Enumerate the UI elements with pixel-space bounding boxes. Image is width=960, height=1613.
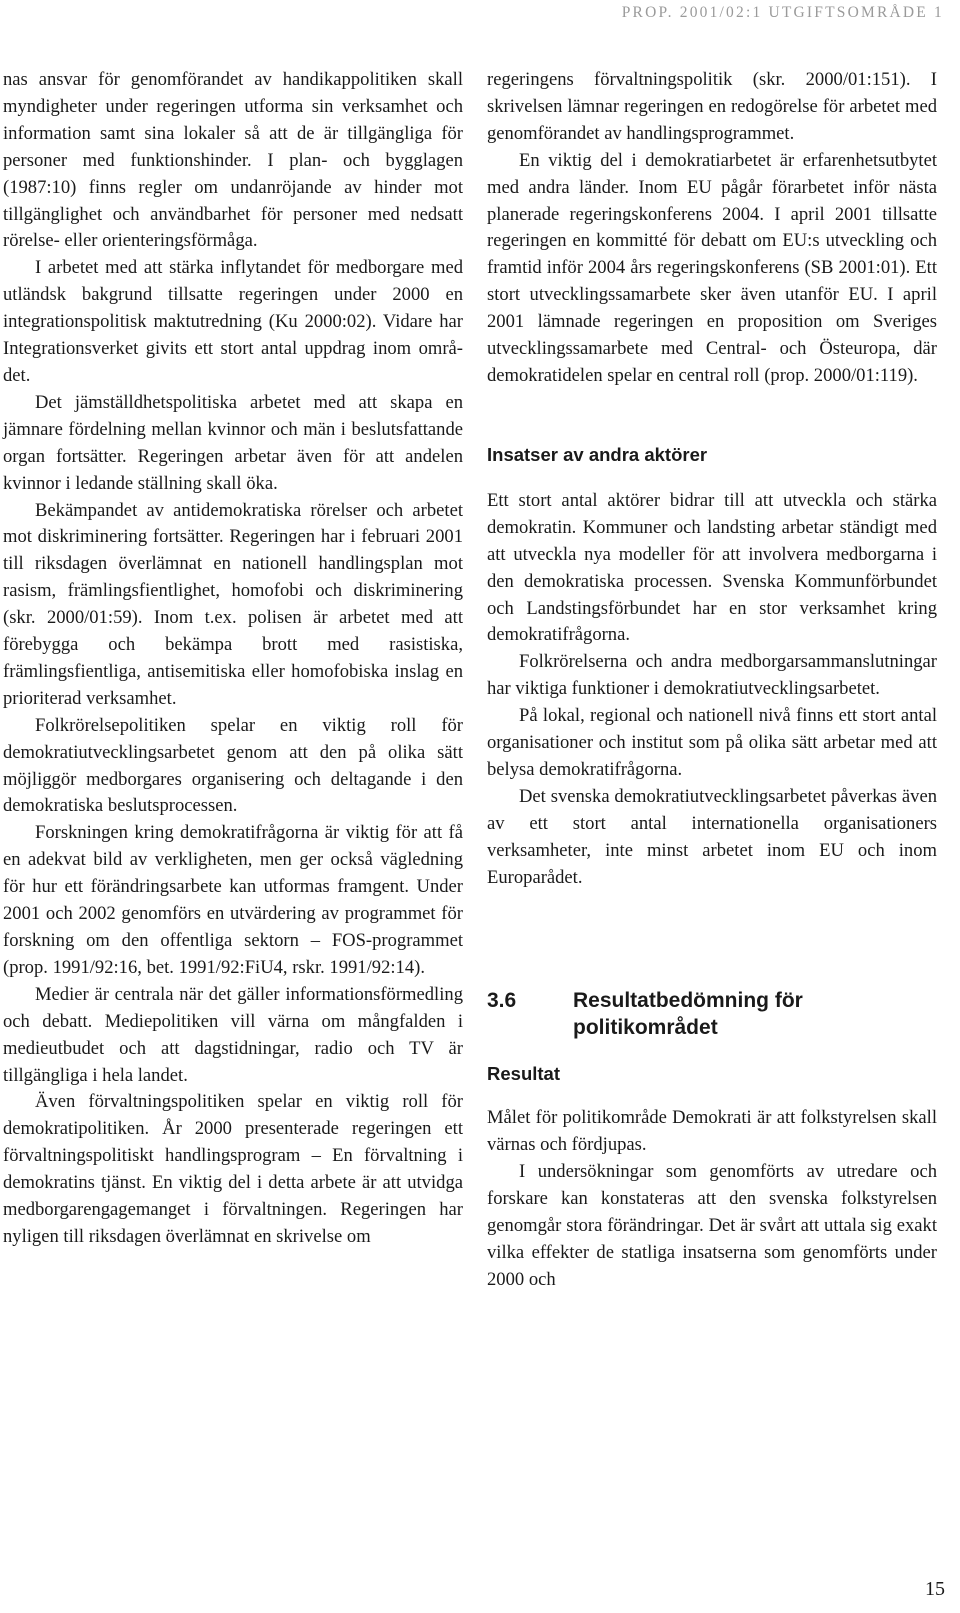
body-paragraph: Folkrörelsepolitiken spelar en viktig roll för demokratiutvecklingsarbetet genom att den på olika sätt möjliggör medborgares organisering och deltagande i den demokratiska beslutsprocessen.	[3, 714, 463, 817]
body-paragraph: Bekämpandet av antidemokratiska rörelser och arbetet mot diskriminering fortsätter. Regeringen har i februari 2001 till riksdagen överlämnat en nationell handlingsplan mot rasism, främlingsfientlighet, homofobi och diskriminering (skr. 2000/01:59). Inom t.ex. polisen är arbetet med att förebygga och bekämpa brott med rasistiska, främlingsfientliga, antisemitiska eller homofobiska inslag en prioriterad verksamhet.	[3, 499, 463, 709]
running-header: PROP. 2001/02:1 UTGIFTSOMRÅDE 1	[621, 4, 944, 21]
body-paragraph: nas ansvar för genomförandet av handikappolitiken skall myndigheter under regeringen utforma sin verksamhet och information samt sina lokaler så att de är tillgängliga för personer med funktionshinder. I plan- och bygglagen (1987:10) finns regler om undanröjande av hinder mot tillgänglighet och användbarhet för personer med nedsatt rörelse- eller orienteringsförmåga.	[3, 69, 463, 252]
subsection-heading-result: Resultat	[487, 1063, 560, 1085]
body-paragraph: Det svenska demokratiutvecklingsarbetet påverkas även av ett stort antal internationella organisationers verksamheter, inte minst arbetet inom EU och inom Europarådet.	[487, 785, 937, 888]
body-paragraph: regeringens förvaltningspolitik (skr. 2000/01:151). I skrivelsen lämnar regeringen en redogörelse för arbetet med genomförandet av handlingsprogrammet.	[487, 69, 937, 144]
subsection-heading-actors: Insatser av andra aktörer	[487, 443, 708, 465]
body-paragraph: Forskningen kring demokratifrågorna är viktig för att få en adekvat bild av verkligheten, men ger också vägledning för hur ett förändringsarbete kan utformas framgent. Under 2001 och 2002 genomförs en utvärdering av programmet för forskning om den offentliga sektorn – FOS-programmet (prop. 1991/92:16, bet. 1991/92:FiU4, rskr. 1991/92:14).	[3, 822, 463, 978]
body-paragraph: Det jämställdhetspolitiska arbetet med att skapa en jämnare fördelning mellan kvinnor och män i beslutsfattande organ fortsätter. Regeringen arbetar även för att andelen kvinnor i ledande ställning skall öka.	[3, 391, 463, 494]
body-paragraph: Medier är centrala när det gäller informationsförmedling och debatt. Mediepolitiken vill värna om mångfalden i medieutbudet och att dagstidningar, radio och TV är tillgängliga i hela landet.	[3, 983, 463, 1086]
section-number: 3.6	[487, 989, 517, 1013]
right-column	[487, 67, 937, 1294]
body-paragraph: En viktig del i demokratiarbetet är erfarenhetsutbytet med andra länder. Inom EU pågår förarbetet inför nästa planerade regeringskonferens 2004. I april 2001 tillsatte regeringen en kommitté för debatt om EU:s utveckling och framtid inför 2004 års regeringskonferens (SB 2001:01). Ett stort utvecklingssamarbete sker även utanför EU. I april 2001 lämnade regeringen en proposition om Sveriges utvecklingssamarbete med Central- och Östeuropa, där demokratidelen spelar en central roll (prop. 2000/01:119).	[487, 149, 937, 386]
section-heading	[487, 987, 937, 1041]
page-number: 15	[925, 1578, 945, 1600]
body-paragraph: Ett stort antal aktörer bidrar till att utveckla och stärka demokratin. Kommuner och landsting arbetar ständigt med att utveckla nya modeller för att involvera medborgarna i den demokratiska processen. Svenska Kommunförbundet och Landstingsförbundet har en stor verksamhet kring demokratifrågorna.	[487, 489, 937, 646]
body-paragraph: Folkrörelserna och andra medborgarsammanslutningar har viktiga funktioner i demokratiutvecklingsarbetet.	[487, 651, 937, 700]
body-paragraph: Målet för politikområde Demokrati är att folkstyrelsen skall värnas och fördjupas.	[487, 1107, 937, 1156]
left-column	[3, 67, 463, 1251]
body-paragraph: På lokal, regional och nationell nivå finns ett stort antal organisationer och institut som på olika sätt arbetar med att belysa demokratifrågorna.	[487, 705, 937, 780]
body-paragraph: I arbetet med att stärka inflytandet för medborgare med utländsk bakgrund tillsatte regeringen under 2000 en integrationspolitisk maktutredning (Ku 2000:02). Vidare har Integrationsverket givits ett stort antal uppdrag inom området.	[3, 257, 463, 386]
section-title: Resultatbedömning för politikområdet	[573, 989, 803, 1040]
body-paragraph: I undersökningar som genomförts av utredare och forskare kan konstateras att den svenska folkstyrelsen genomgår stora förändringar. Det är svårt att uttala sig exakt vilka effekter de statliga insatserna som genomförts under 2000 och	[487, 1161, 937, 1290]
body-paragraph: Även förvaltningspolitiken spelar en viktig roll för demokratipolitiken. År 2000 presenterade regeringen ett förvaltningspolitiskt handlingsprogram – En förvaltning i demokratins tjänst. En viktig del i detta arbete är att utvidga medborgarengagemanget i förvaltningen. Regeringen har nyligen till riksdagen överlämnat en skrivelse om	[3, 1091, 463, 1247]
